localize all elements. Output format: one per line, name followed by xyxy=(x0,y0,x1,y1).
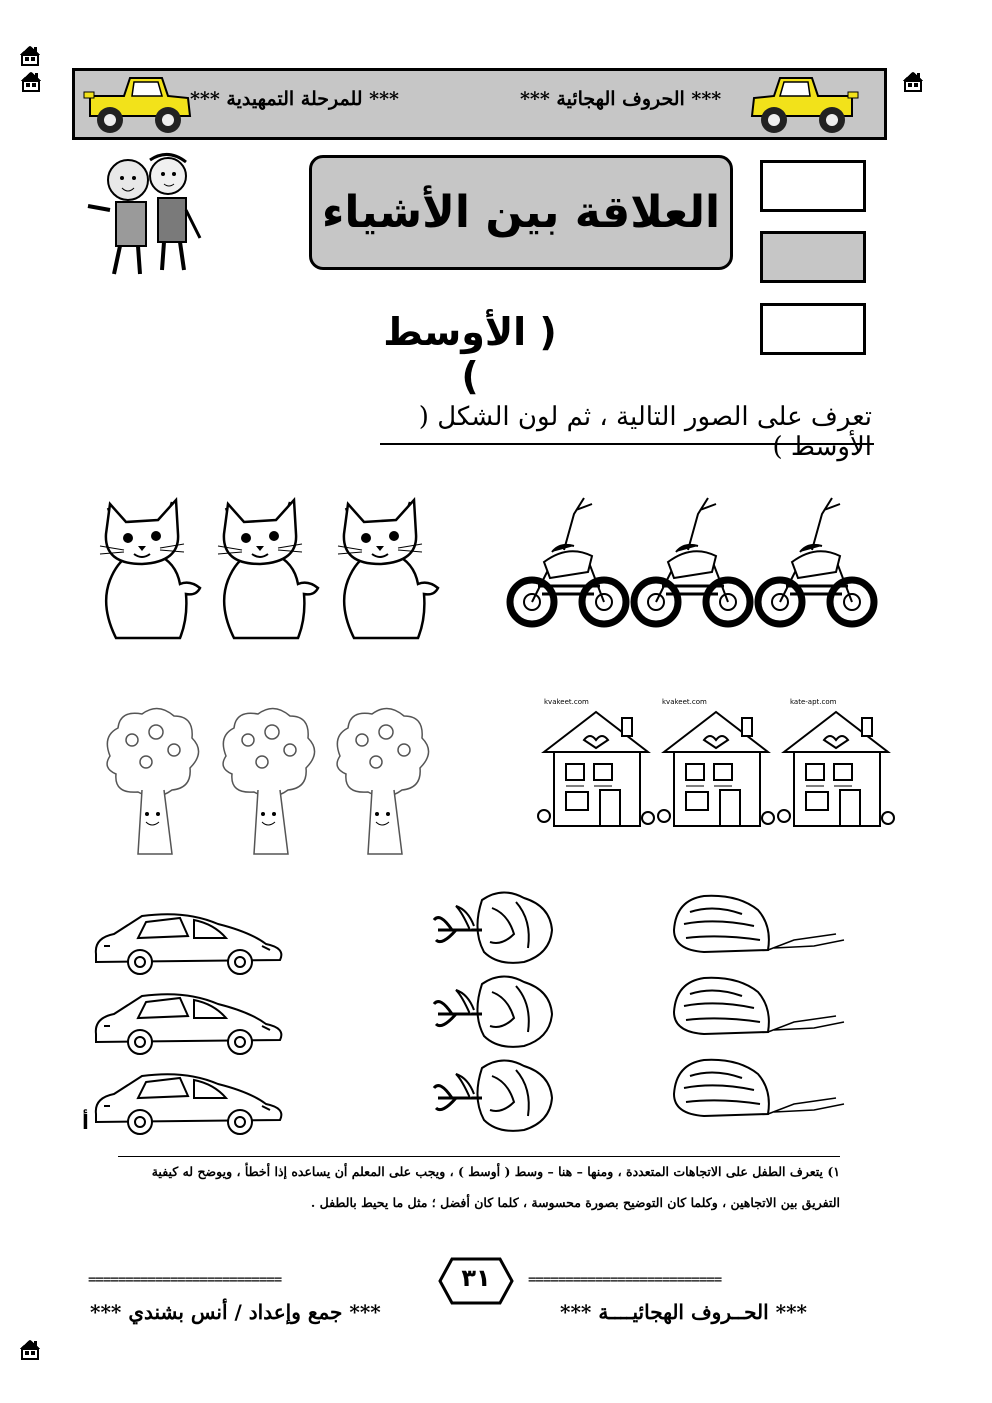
answer-box-middle-filled xyxy=(760,231,866,283)
pickup-truck-icon xyxy=(84,70,194,136)
rose-icon xyxy=(434,976,552,1046)
motorcycle-icon xyxy=(758,498,874,624)
instruction-text: تعرف على الصور التالية ، ثم لون الشكل ( الأوسط ) xyxy=(418,402,872,462)
tree-icon xyxy=(107,708,198,854)
house-border-icon xyxy=(901,69,925,93)
margin-letter: أ xyxy=(82,1110,89,1134)
tree-icon xyxy=(337,708,428,854)
motorcycle-icon xyxy=(510,498,626,624)
cars-group xyxy=(90,910,290,1140)
car-icon xyxy=(96,1074,282,1134)
cat-icon xyxy=(100,500,200,638)
motorcycle-icon xyxy=(634,498,750,624)
car-icon xyxy=(96,914,282,974)
motorcycles-group xyxy=(508,480,884,640)
house-watermark: kvakeet.com xyxy=(662,698,707,706)
houses-group xyxy=(536,700,896,830)
butterfly-icon xyxy=(674,1060,844,1116)
butterfly-icon xyxy=(674,978,844,1034)
worksheet-title: العلاقة بين الأشياء xyxy=(321,187,721,238)
page-number: ٣١ xyxy=(461,1264,491,1292)
header-left-text: *** للمرحلة التمهيدية *** xyxy=(190,88,399,110)
pickup-truck-icon xyxy=(748,70,858,136)
worksheet-title-box xyxy=(309,155,733,270)
rose-icon xyxy=(434,1060,552,1130)
separator-left: ========================== xyxy=(88,1272,282,1288)
footer-right-text: *** الحــروف الهجائيــــة *** xyxy=(560,1300,807,1324)
house-watermark: kvakeet.com xyxy=(544,698,589,706)
butterflies-group xyxy=(664,890,864,1120)
butterfly-icon xyxy=(674,896,844,952)
house-icon xyxy=(658,712,774,826)
roses-group xyxy=(428,890,568,1140)
footnote-line-2: التفريق بين الاتجاهين ، وكلما كان التوضيح بصورة محسوسة ، كلما كان أفضل ؛ مثل ما يحيط بالطفل . xyxy=(310,1195,840,1210)
worksheet-subtitle: ( الأوسط ) xyxy=(383,310,557,398)
house-border-icon xyxy=(19,69,43,93)
answer-box-bottom xyxy=(760,303,866,355)
house-border-icon xyxy=(18,1337,42,1361)
trees-group xyxy=(100,704,430,854)
cat-icon xyxy=(338,500,438,638)
answer-box-top xyxy=(760,160,866,212)
house-watermark: kate-apt.com xyxy=(790,698,837,706)
cat-icon xyxy=(218,500,318,638)
separator-right: ========================== xyxy=(528,1272,722,1288)
footer-left-text: *** جمع وإعداد / أنس بشندي *** xyxy=(90,1300,381,1324)
header-right-text: *** الحروف الهجائية *** xyxy=(520,88,722,110)
house-icon xyxy=(538,712,654,826)
house-border-icon xyxy=(18,43,42,67)
tree-icon xyxy=(223,708,314,854)
cats-group xyxy=(96,484,446,644)
footnote-separator xyxy=(118,1156,840,1157)
footnote-line-1: ١) يتعرف الطفل على الاتجاهات المتعددة ، ومنها – هنا – وسط ( أوسط ) ، ويجب على المعلم أن يساعده إذا أخطأ ، ويوضح له كيفية xyxy=(151,1164,840,1179)
car-icon xyxy=(96,994,282,1054)
children-with-backpacks-icon xyxy=(80,150,210,280)
instruction-underline xyxy=(380,443,874,445)
house-icon xyxy=(778,712,894,826)
rose-icon xyxy=(434,892,552,962)
